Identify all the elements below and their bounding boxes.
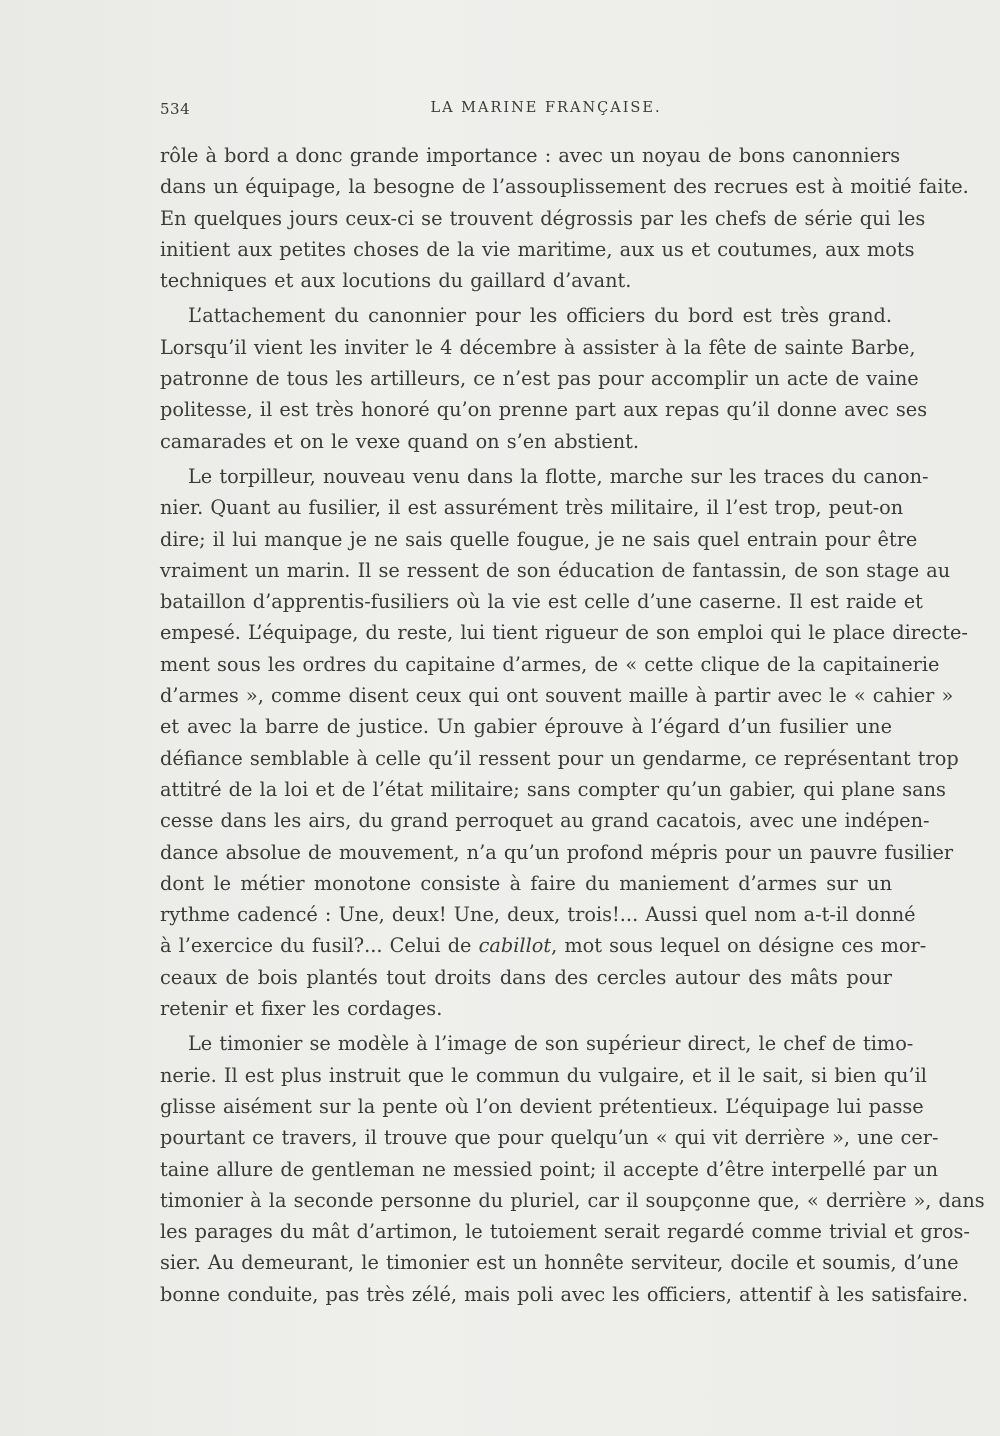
text-line: glisse aisément sur la pente où l’on devient prétentieux. L’équipage lui passe (160, 1094, 924, 1118)
text-line: patronne de tous les artilleurs, ce n’est pas pour accomplir un acte de vaine (160, 367, 919, 391)
body-text (160, 140, 985, 1314)
text-line: Lorsqu’il vient les inviter le 4 décembre à assister à la fête de sainte Barbe, (160, 335, 916, 359)
page-header (160, 100, 892, 122)
text-line: d’armes », comme disent ceux qui ont souvent maille à partir avec le « cahier » (160, 684, 954, 708)
text-line: et avec la barre de justice. Un gabier éprouve à l’égard d’un fusilier une (160, 715, 892, 739)
text-line: vraiment un marin. Il se ressent de son éducation de fantassin, de son stage au (160, 558, 951, 582)
text-line: camarades et on le vexe quand on s’en abstient. (160, 429, 640, 453)
text-line: taine allure de gentleman ne messied point; il accepte d’être interpellé par un (160, 1157, 939, 1181)
text-line: nerie. Il est plus instruit que le commun du vulgaire, et il le sait, si bien qu’il (160, 1063, 927, 1087)
text-line: rôle à bord a donc grande importance : avec un noyau de bons canonniers (160, 144, 901, 167)
text-line: En quelques jours ceux-ci se trouvent dégrossis par les chefs de série qui les (160, 206, 926, 230)
text-line: initient aux petites choses de la vie maritime, aux us et coutumes, aux mots (160, 237, 915, 261)
text-line: dans un équipage, la besogne de l’assouplissement des recrues est à moitié faite. (160, 175, 969, 199)
text-line: Le torpilleur, nouveau venu dans la flotte, marche sur les traces du canon- (188, 464, 929, 488)
text-line: techniques et aux locutions du gaillard d’avant. (160, 269, 632, 293)
text-line: dont le métier monotone consiste à faire du maniement d’armes sur un (160, 871, 892, 895)
paragraph-1 (160, 140, 969, 296)
text-line: rythme cadencé : Une, deux! Une, deux, trois!... Aussi quel nom a-t-il donné (160, 903, 916, 927)
text-line: pourtant ce travers, il trouve que pour quelqu’un « qui vit derrière », une cer- (160, 1126, 939, 1150)
text-line: politesse, il est très honoré qu’on prenne part aux repas qu’il donne avec ses (160, 398, 928, 422)
text-line: dire; il lui manque je ne sais quelle fougue, je ne sais quel entrain pour être (160, 527, 918, 551)
text-line: timonier à la seconde personne du pluriel, car il soupçonne que, « derrière », dans (160, 1188, 985, 1212)
text-line: ment sous les ordres du capitaine d’armes, de « cette clique de la capitainerie (160, 652, 940, 676)
text-line: ceaux de bois plantés tout droits dans des cercles autour des mâts pour (160, 965, 892, 989)
text-line: L’attachement du canonnier pour les officiers du bord est très grand. (188, 304, 892, 328)
text-line: cesse dans les airs, du grand perroquet au grand cacatois, avec une indépen- (160, 809, 930, 833)
text-line: bataillon d’apprentis-fusiliers où la vie est celle d’une caserne. Il est raide et (160, 590, 923, 614)
text-line: Le timonier se modèle à l’image de son supérieur direct, le chef de timo- (188, 1032, 914, 1056)
page-number: 534 (160, 100, 191, 118)
text-line: retenir et fixer les cordages. (160, 997, 443, 1021)
text-line: défiance semblable à celle qu’il ressent pour un gendarme, ce représentant trop (160, 746, 959, 770)
text-line: nier. Quant au fusilier, il est assurément très militaire, il l’est trop, peut-on (160, 496, 904, 520)
text-line-with-italic (160, 930, 927, 961)
text-line: dance absolue de mouvement, n’a qu’un profond mépris pour un pauvre fusilier (160, 840, 954, 864)
running-title: LA MARINE FRANÇAISE. (430, 100, 662, 116)
text-line: empesé. L’équipage, du reste, lui tient rigueur de son emploi qui le place directe- (160, 621, 968, 645)
text-segment: à l’exercice du fusil?... Celui de (160, 934, 479, 958)
text-line: attitré de la loi et de l’état militaire; sans compter qu’un gabier, qui plane sans (160, 777, 946, 801)
paragraph-2 (160, 300, 928, 456)
italic-term: cabillot (478, 934, 552, 958)
paragraph-4 (160, 1028, 985, 1310)
paragraph-3 (160, 461, 968, 1024)
text-line: sier. Au demeurant, le timonier est un honnête serviteur, docile et soumis, d’une (160, 1251, 959, 1275)
text-segment: , mot sous lequel on désigne ces mor- (551, 934, 927, 958)
text-line: les parages du mât d’artimon, le tutoiement serait regardé comme trivial et gros- (160, 1220, 970, 1244)
text-line: bonne conduite, pas très zélé, mais poli avec les officiers, attentif à les satisfaire. (160, 1282, 969, 1306)
